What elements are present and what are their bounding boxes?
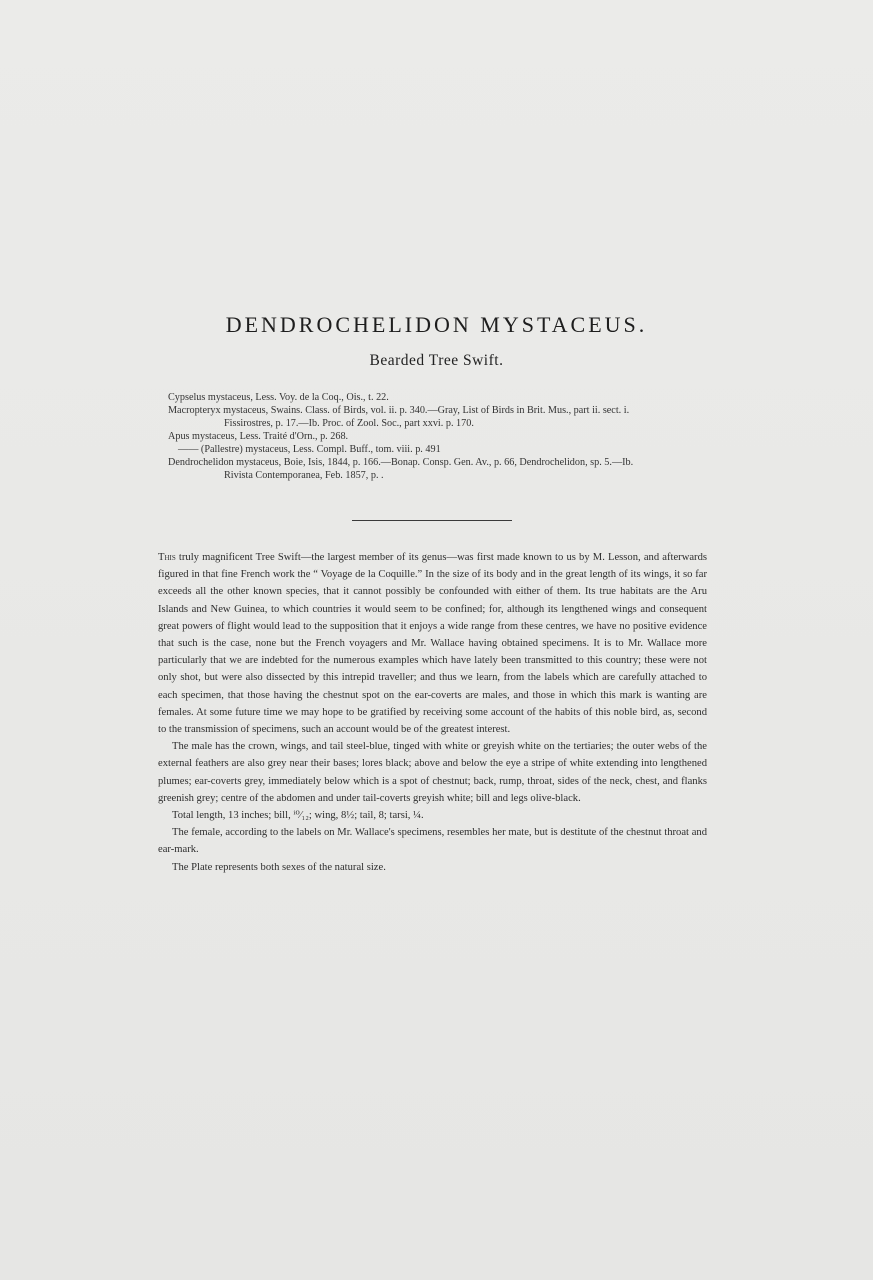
synonymy-entry: Apus mystaceus, Less. Traité d'Orn., p. 268. <box>168 431 349 442</box>
intro-paragraph-text: truly magnificent Tree Swift—the largest member of its genus—was first made known to us by M. Lesson, and afterwards figured in that fine French work the “ Voyage de la Coquille.” In the size of its body and in the great length of its wings, it so far exceeds all the other known species, that it cannot possibly be confounded with either of them. Its true habitats are the Aru Islands and New Guinea, to which countries it would seem to be confined; for, although its lengthened wings and consequent great powers of flight would lead to the supposition that it enjoys a wide range from these centres, we have no positive evidence that such is the case, none but the French voyagers and Mr. Wallace having obtained specimens. It is to Mr. Wallace more particularly that we are indebted for the numerous examples which have lately been transmitted to this country; these were not only shot, but were also dissected by this intrepid traveller; and thus we learn, from the labels which are carefully attached to each specimen, that those having the chestnut spot on the ear-coverts are males, and those in which this mark is wanting are females. At some future time we may hope to be gratified by receiving some account of the habits of this noble bird, as, second to the transmission of specimens, such an account would be of the greatest interest. <box>158 552 707 736</box>
common-name-subtitle: Bearded Tree Swift. <box>369 352 504 369</box>
synonymy-entry: Cypselus mystaceus, Less. Voy. de la Coq., Ois., t. 22. <box>168 392 389 403</box>
synonymy-entry-continuation: Rivista Contemporanea, Feb. 1857, p. . <box>224 470 384 481</box>
measurements-paragraph: Total length, 13 inches; bill, ⁱ⁰⁄₁₂; wing, 8½; tail, 8; tarsi, ¼. <box>172 810 424 822</box>
synonymy-entry-continuation: Fissirostres, p. 17.—Ib. Proc. of Zool. Soc., part xxvi. p. 170. <box>224 418 474 429</box>
section-divider <box>352 520 512 521</box>
synonymy-entry: —— (Pallestre) mystaceus, Less. Compl. Buff., tom. viii. p. 491 <box>178 444 441 455</box>
description-text <box>158 549 707 876</box>
synonymy-list <box>168 391 713 482</box>
species-title: DENDROCHELIDON MYSTACEUS. <box>225 312 648 337</box>
female-description-paragraph: The female, according to the labels on Mr. Wallace's specimens, resembles her mate, but is destitute of the chestnut throat and ear-mark. <box>158 827 707 856</box>
synonymy-entry: Macropteryx mystaceus, Swains. Class. of Birds, vol. ii. p. 340.—Gray, List of Birds in Brit. Mus., part ii. sect. i. <box>168 405 630 416</box>
male-description-paragraph: The male has the crown, wings, and tail steel-blue, tinged with white or greyish white on the tertiaries; the outer webs of the external feathers are also grey near their bases; lores black; above and below the eye a stripe of white extending into lengthened plumes; ear-coverts grey, immediately below which is a spot of chestnut; back, rump, throat, sides of the neck, chest, and flanks greenish grey; centre of the abdomen and under tail-coverts greyish white; bill and legs olive-black. <box>158 741 707 804</box>
intro-paragraph <box>158 549 707 738</box>
synonymy-entry: Dendrochelidon mystaceus, Boie, Isis, 1844, p. 166.—Bonap. Consp. Gen. Av., p. 66, Dendrochelidon, sp. 5.—Ib. <box>168 457 634 468</box>
paragraph-lead-word: This <box>158 552 176 563</box>
plate-note-paragraph: The Plate represents both sexes of the natural size. <box>172 861 386 873</box>
